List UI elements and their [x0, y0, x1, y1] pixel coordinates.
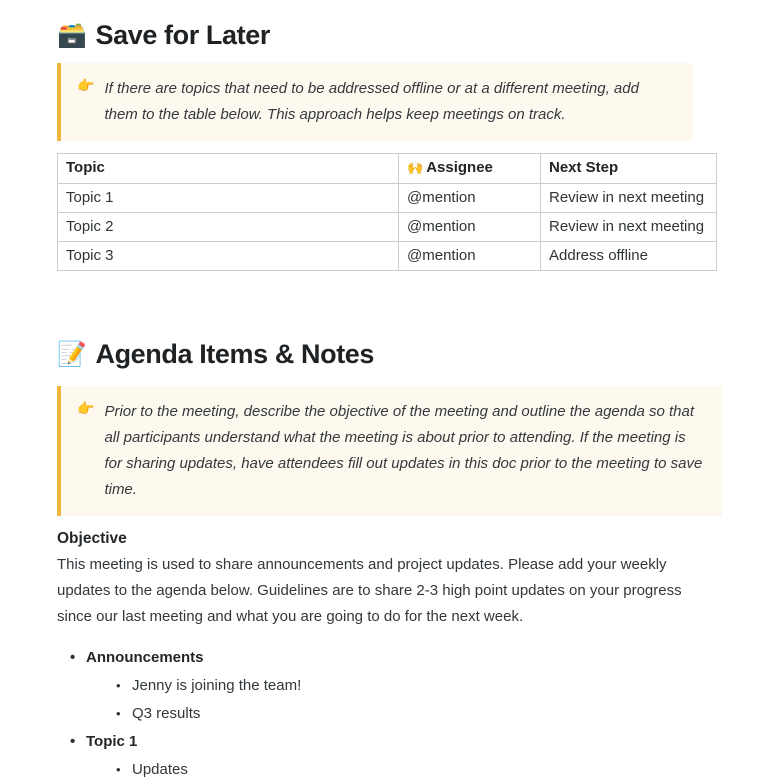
raising-hands-icon: 🙌 [407, 160, 424, 176]
pointing-right-icon: 👉 [77, 77, 95, 94]
heading-text: Agenda Items & Notes [95, 338, 375, 369]
list-item-label: Announcements [86, 648, 204, 666]
table-row[interactable] [58, 212, 717, 241]
list-item-label: Topic 1 [86, 732, 138, 750]
column-header-assignee-label: Assignee [426, 158, 493, 176]
callout-text: If there are topics that need to be addressed offline or at a different meeting, add them to the table below. This approach helps keep meetings on track. [104, 79, 639, 123]
table-header [58, 153, 717, 183]
heading-text: Save for Later [95, 20, 270, 50]
list-item[interactable]: • Q3 results [132, 700, 736, 728]
table-body [58, 183, 717, 270]
list-item[interactable] [84, 728, 736, 784]
column-header-assignee[interactable] [399, 153, 541, 183]
callout-save-for-later [57, 63, 693, 141]
agenda-sublist [86, 756, 736, 784]
page-title-save-for-later [57, 0, 736, 52]
table-row[interactable] [58, 241, 717, 270]
page-title-agenda-items [57, 319, 736, 371]
callout-agenda [57, 386, 722, 516]
cell-assignee[interactable]: @mention [399, 212, 541, 241]
cell-next-step[interactable]: Review in next meeting [541, 212, 717, 241]
cell-assignee[interactable]: @mention [399, 183, 541, 212]
card-file-box-icon: 🗃️ [57, 21, 87, 50]
objective-heading: Objective [57, 529, 127, 547]
column-header-topic-label: Topic [66, 159, 105, 177]
save-for-later-table-wrapper [57, 153, 736, 271]
cell-topic[interactable]: Topic 1 [58, 183, 399, 212]
table-row[interactable] [58, 183, 717, 212]
section-divider-space [57, 271, 736, 319]
list-item[interactable]: • Updates [132, 756, 736, 784]
cell-next-step[interactable]: Review in next meeting [541, 183, 717, 212]
pointing-right-icon: 👉 [77, 400, 95, 417]
cell-next-step[interactable]: Address offline [541, 241, 717, 270]
cell-topic[interactable]: Topic 2 [58, 212, 399, 241]
cell-topic[interactable]: Topic 3 [58, 241, 399, 270]
callout-text: Prior to the meeting, describe the objective of the meeting and outline the agenda so that all participants understand what the meeting is about prior to attending. If the meeting is for sharing updates, have attendees fill out updates in this doc prior to the meeting to save time. [104, 402, 703, 498]
column-header-next-step[interactable] [541, 153, 717, 183]
column-header-next-step-label: Next Step [549, 159, 619, 177]
agenda-list [57, 644, 736, 784]
table-header-row [58, 153, 717, 183]
list-item[interactable] [84, 644, 736, 728]
list-item[interactable]: • Jenny is joining the team! [132, 672, 736, 700]
column-header-topic[interactable] [58, 153, 399, 183]
save-for-later-table [57, 153, 717, 271]
agenda-sublist [86, 672, 736, 728]
objective-paragraph: This meeting is used to share announcements and project updates. Please add your weekly updates to the agenda below. Guidelines are to share 2-3 high point updates on your progress since our last meeting and what you are going to do for the next week. [57, 555, 682, 625]
cell-assignee[interactable]: @mention [399, 241, 541, 270]
memo-icon: 📝 [57, 340, 87, 369]
